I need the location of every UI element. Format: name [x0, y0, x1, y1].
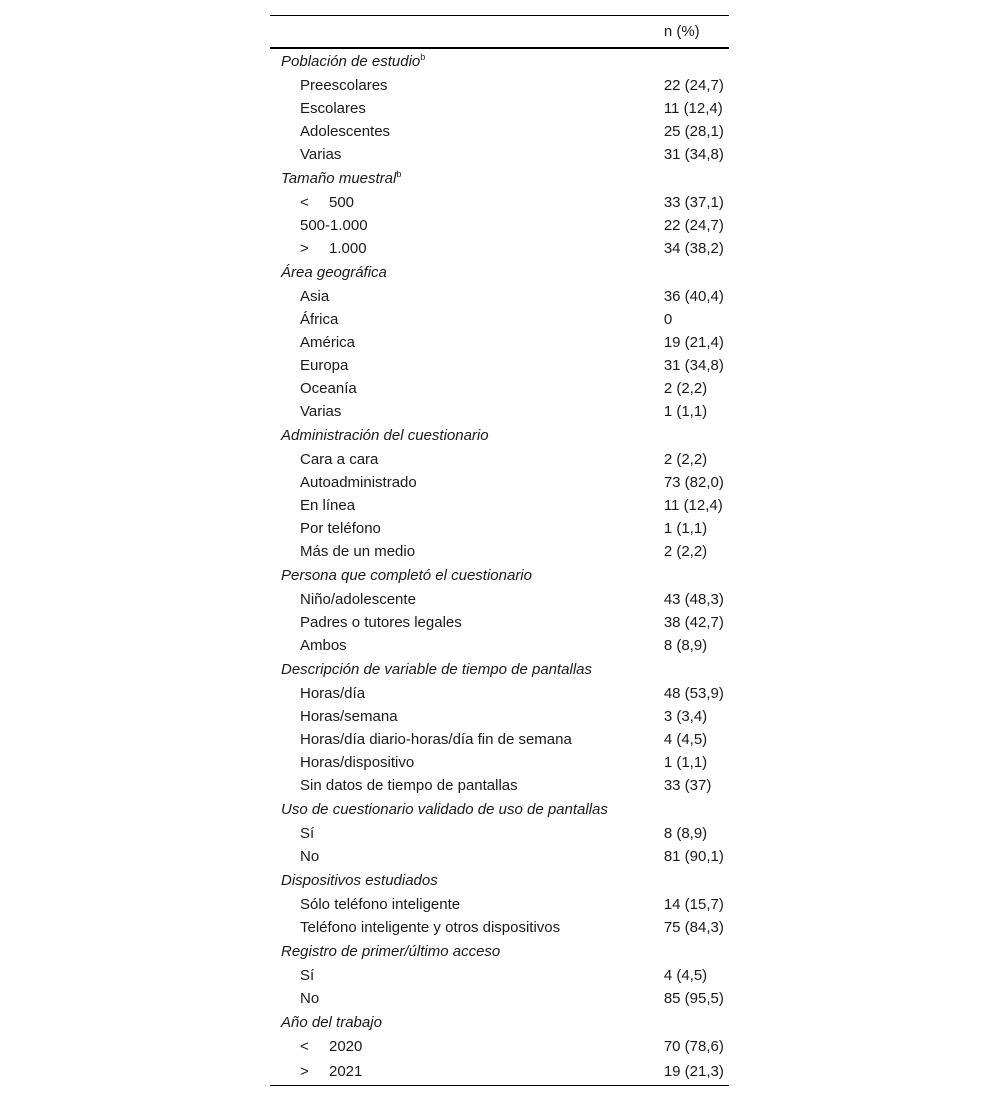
row-label-cell [270, 728, 572, 751]
row-label-cell [270, 611, 572, 634]
row-value: 22 (24,7) [663, 77, 724, 94]
row-label-cell [270, 705, 572, 728]
row-label: Autoadministrado [300, 474, 417, 491]
table-row [270, 822, 729, 845]
table-row [270, 400, 729, 423]
row-value: 25 (28,1) [663, 123, 724, 140]
table-row [270, 634, 729, 657]
header-value-cell: n (%) [572, 16, 729, 49]
group-title: Población de estudio [281, 53, 421, 70]
table-row [270, 285, 729, 308]
row-value: 0 [663, 311, 673, 328]
row-label-cell [270, 1035, 572, 1058]
characteristics-table-container [270, 15, 729, 1086]
group-header-row [270, 48, 729, 74]
row-label: 500-1.000 [300, 217, 368, 234]
row-label: No [300, 990, 320, 1007]
row-value: 36 (40,4) [663, 288, 724, 305]
row-label: Padres o tutores legales [300, 614, 462, 631]
table-row [270, 964, 729, 987]
row-label-cell [270, 97, 572, 120]
row-label: Sí [300, 967, 315, 984]
row-label-cell [270, 237, 572, 260]
table-row [270, 214, 729, 237]
row-label-cell [270, 308, 572, 331]
table-row [270, 74, 729, 97]
row-label: Por teléfono [300, 520, 381, 537]
table-row [270, 1035, 729, 1058]
table-row [270, 682, 729, 705]
row-value: 1 (1,1) [663, 520, 708, 537]
footnote-marker: b [396, 169, 402, 179]
table-row [270, 448, 729, 471]
row-label: Sí [300, 825, 315, 842]
table-row [270, 97, 729, 120]
row-label: Sin datos de tiempo de pantallas [300, 777, 518, 794]
row-label: Oceanía [300, 380, 357, 397]
group-header-row [270, 260, 729, 285]
header-row [270, 16, 729, 49]
row-label: Horas/semana [300, 708, 398, 725]
group-header-row [270, 939, 729, 964]
row-label-cell [270, 540, 572, 563]
group-title: Uso de cuestionario validado de uso de pantallas [281, 801, 608, 818]
row-value: 33 (37) [663, 777, 712, 794]
group-title-cell [270, 563, 729, 588]
row-value: 14 (15,7) [663, 896, 724, 913]
table-row [270, 774, 729, 797]
table-row [270, 611, 729, 634]
row-label: Teléfono inteligente y otros dispositivos [300, 919, 561, 936]
table-row [270, 308, 729, 331]
row-label: Adolescentes [300, 123, 391, 140]
row-label-cell [270, 214, 572, 237]
row-value: 1 (1,1) [663, 754, 708, 771]
row-value: 31 (34,8) [663, 357, 724, 374]
group-title-cell [270, 423, 729, 448]
row-label: Varias [300, 146, 342, 163]
row-label-cell [270, 285, 572, 308]
row-label-cell [270, 893, 572, 916]
row-label: Varias [300, 403, 342, 420]
table-row [270, 1058, 729, 1086]
group-title: Tamaño muestral [281, 170, 397, 187]
row-value: 48 (53,9) [663, 685, 724, 702]
table-row [270, 517, 729, 540]
table-row [270, 471, 729, 494]
table-row [270, 588, 729, 611]
row-label: Horas/dispositivo [300, 754, 415, 771]
row-label-cell [270, 377, 572, 400]
group-title-cell [270, 939, 729, 964]
group-title-cell [270, 797, 729, 822]
group-header-row [270, 797, 729, 822]
row-label-cell [270, 400, 572, 423]
row-value: 2 (2,2) [663, 543, 708, 560]
group-header-row [270, 423, 729, 448]
row-value: 34 (38,2) [663, 240, 724, 257]
row-label-cell [270, 964, 572, 987]
row-value: 38 (42,7) [663, 614, 724, 631]
table-row [270, 728, 729, 751]
row-label-cell [270, 774, 572, 797]
group-header-row [270, 868, 729, 893]
row-value: 2 (2,2) [663, 380, 708, 397]
group-title-cell [270, 868, 729, 893]
row-label: No [300, 848, 320, 865]
row-value: 33 (37,1) [663, 194, 724, 211]
table-row [270, 354, 729, 377]
row-value: 81 (90,1) [663, 848, 724, 865]
comparison-operator: > [300, 1063, 309, 1080]
table-row [270, 143, 729, 166]
row-label-cell [270, 331, 572, 354]
row-label-cell [270, 448, 572, 471]
table-header [270, 16, 729, 49]
group-header-row [270, 166, 729, 191]
row-value: 85 (95,5) [663, 990, 724, 1007]
row-value: 31 (34,8) [663, 146, 724, 163]
row-label-cell [270, 1058, 572, 1086]
row-value: 43 (48,3) [663, 591, 724, 608]
row-label-cell [270, 822, 572, 845]
row-label: En línea [300, 497, 356, 514]
row-value: 11 (12,4) [663, 100, 723, 117]
row-label-cell [270, 143, 572, 166]
row-value: 73 (82,0) [663, 474, 724, 491]
header-label-cell [270, 16, 572, 49]
row-label-cell [270, 191, 572, 214]
row-value: 19 (21,4) [663, 334, 724, 351]
table-row [270, 494, 729, 517]
row-label: Ambos [300, 637, 347, 654]
row-label-cell [270, 354, 572, 377]
row-label-cell [270, 987, 572, 1010]
row-label: Horas/día diario-horas/día fin de semana [300, 731, 572, 748]
table-row [270, 751, 729, 774]
row-label: Cara a cara [300, 451, 379, 468]
table-row [270, 845, 729, 868]
row-label: Preescolares [300, 77, 388, 94]
table-row [270, 377, 729, 400]
row-label: Europa [300, 357, 349, 374]
group-title: Persona que completó el cuestionario [281, 567, 532, 584]
group-title-cell [270, 657, 729, 682]
row-label-cell [270, 916, 572, 939]
row-label: Asia [300, 288, 330, 305]
row-label: Sólo teléfono inteligente [300, 896, 461, 913]
table-row [270, 705, 729, 728]
group-title-cell [270, 166, 729, 191]
row-value: 4 (4,5) [663, 967, 708, 984]
table-row [270, 987, 729, 1010]
group-title: Dispositivos estudiados [281, 872, 438, 889]
row-value: 8 (8,9) [663, 637, 708, 654]
table-row [270, 237, 729, 260]
row-value: 70 (78,6) [663, 1038, 724, 1055]
row-label: Niño/adolescente [300, 591, 416, 608]
table-row [270, 893, 729, 916]
group-title: Administración del cuestionario [281, 427, 489, 444]
row-label: 1.000 [329, 240, 367, 257]
group-title: Descripción de variable de tiempo de pantallas [281, 661, 593, 678]
row-value: 22 (24,7) [663, 217, 724, 234]
row-label: 2020 [329, 1038, 363, 1055]
row-label-cell [270, 845, 572, 868]
group-title-cell [270, 1010, 729, 1035]
row-label: África [300, 311, 339, 328]
row-value: 3 (3,4) [663, 708, 708, 725]
group-title: Año del trabajo [281, 1014, 382, 1031]
row-value: 1 (1,1) [663, 403, 708, 420]
row-value: 2 (2,2) [663, 451, 708, 468]
group-header-row [270, 657, 729, 682]
row-label-cell [270, 471, 572, 494]
table-row [270, 331, 729, 354]
group-title-cell [270, 48, 729, 74]
row-value: 19 (21,3) [572, 1058, 729, 1086]
table-row [270, 120, 729, 143]
table-row [270, 916, 729, 939]
row-label-cell [270, 120, 572, 143]
table-row [270, 540, 729, 563]
row-value: 4 (4,5) [663, 731, 708, 748]
row-label: 500 [329, 194, 355, 211]
comparison-operator: < [300, 194, 309, 211]
row-label-cell [270, 751, 572, 774]
row-label: Escolares [300, 100, 366, 117]
row-value: 75 (84,3) [663, 919, 724, 936]
group-header-row [270, 563, 729, 588]
row-label: Horas/día [300, 685, 366, 702]
row-label-cell [270, 588, 572, 611]
group-title-cell [270, 260, 729, 285]
group-title: Área geográfica [281, 264, 387, 281]
row-value: 11 (12,4) [663, 497, 723, 514]
group-title: Registro de primer/último acceso [281, 943, 501, 960]
row-label-cell [270, 634, 572, 657]
row-value: 8 (8,9) [663, 825, 708, 842]
row-label-cell [270, 74, 572, 97]
characteristics-table [270, 15, 729, 1086]
table-row [270, 191, 729, 214]
table-body [270, 48, 729, 1086]
row-label-cell [270, 682, 572, 705]
group-header-row [270, 1010, 729, 1035]
row-label-cell [270, 517, 572, 540]
comparison-operator: > [300, 240, 309, 257]
row-label: 2021 [329, 1063, 363, 1080]
comparison-operator: < [300, 1038, 309, 1055]
row-label: Más de un medio [300, 543, 416, 560]
footnote-marker: b [420, 52, 426, 62]
row-label-cell [270, 494, 572, 517]
row-label: América [300, 334, 356, 351]
